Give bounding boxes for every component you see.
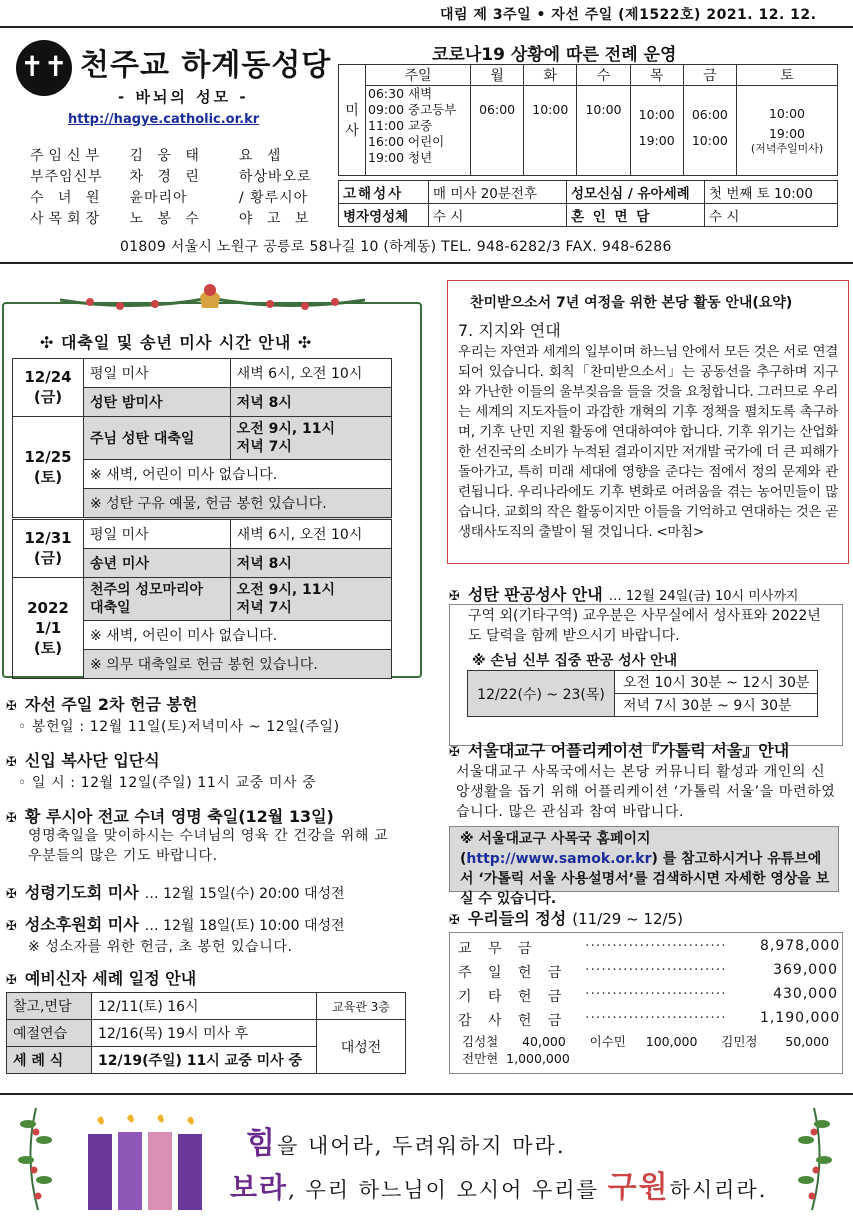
- laudato-si-body: 우리는 자연과 세계의 일부이며 하느님 안에서 모든 것은 서로 연결되어 있습니다. 회칙「찬미받으소서」는 공동선을 추구하며 지구와 가난한 이들의 울부짖음을 들을 것을 요청합니다. 그러므로 우리는 세계의 지도자들이 과감한 개혁의 기후 정책을 펼치도록 촉구하며, 기후 난민 지원 활동에 연대하여야 합니다. 기후 위기는 산업화한 선진국의 소비가 누적된 결과이지만 저개발 국가에 더 큰 피해가 돌아가고, 특히 미래 세대에 영향을 준다는 점에서 정의 문제와 관련됩니다. 우리나라에도 기후 변화로 어려움을 겪는 농어민들이 많습니다. 교회의 작은 활동이지만 이들을 기억하고 연대하는 것은 곧 생태사도직의 출발이 될 것입니다. <마침>: [458, 344, 838, 540]
- sick-value: 수 시: [429, 204, 567, 227]
- staff-name: 차 경 린: [129, 169, 204, 185]
- step-label: 찰고,면담: [7, 993, 92, 1020]
- cross-bullet-icon: ✠: [449, 745, 460, 760]
- marriage-label: 혼 인 면 담: [567, 204, 705, 227]
- christmas-mass-table: [12, 358, 392, 679]
- note-row: ※ 의무 대축일로 헌금 봉헌 있습니다.: [84, 650, 392, 679]
- marriage-value: 수 시: [705, 204, 838, 227]
- guidance-value: 첫 번째 토 10:00: [705, 181, 838, 204]
- staff-role: 주임신부: [30, 148, 105, 164]
- date-cell: 12/25 (토): [13, 417, 84, 519]
- mass-name: 평일 미사: [84, 519, 231, 549]
- step-time: 12/16(목) 19시 미사 후: [92, 1020, 317, 1047]
- notice-text: 구역 외(기타구역) 교우분은 사무실에서 성사표와 2022년도 달력을 함께 받으시기 바랍니다.: [468, 608, 821, 644]
- notice-title: ✠ 신입 복사단 입단식: [6, 751, 160, 770]
- holly-branch-icon: [14, 1104, 58, 1214]
- cross-bullet-icon: ✠: [6, 755, 17, 770]
- cross-bullet-icon: ✠: [6, 699, 17, 714]
- step-time: 12/11(토) 16시: [92, 993, 317, 1020]
- cross-bullet-icon: ✠: [449, 589, 460, 604]
- notice-title: ✠ 자선 주일 2차 헌금 봉헌: [6, 695, 198, 714]
- sacrament-table: [338, 180, 838, 227]
- mass-time: 저녁 8시: [230, 549, 391, 578]
- day-header: 목: [630, 65, 683, 86]
- notice-text: ※ 성소자를 위한 헌금, 초 봉헌 있습니다.: [28, 939, 293, 955]
- staff-name: 김 웅 태: [129, 148, 204, 164]
- staff-name: 노 봉 수: [129, 211, 204, 227]
- date-cell: 12/24 (금): [13, 359, 84, 417]
- wed-times: 10:00: [577, 86, 630, 176]
- notice-title: ✠ 성소후원회 미사 … 12월 18일(토) 10:00 대성전: [6, 915, 345, 934]
- parish-address: 01809 서울시 노원구 공릉로 58나길 10 (하계동) TEL. 948-6282/3 FAX. 948-6286: [120, 239, 672, 255]
- notice-text: 서울대교구 사목국에서는 본당 커뮤니티 활성과 개인의 신앙생활을 돕기 위해 어플리케이션 ‘가톨릭 서울’을 마련하였습니다. 많은 관심과 참여 바랍니다.: [456, 764, 836, 820]
- guest-priest-subtitle: ※ 손님 신부 집중 판공 성사 안내: [472, 653, 678, 669]
- footer-verse-line1: 힘을 내어라, 두려워하지 마라.: [246, 1126, 566, 1161]
- mon-times: 06:00: [471, 86, 524, 176]
- date-cell: 2022 1/1 (토): [13, 578, 84, 679]
- staff-baptismal: / 황루시아: [238, 190, 309, 206]
- cross-bullet-icon: ✠: [449, 913, 460, 928]
- day-header: 토: [737, 65, 838, 86]
- offering-amount: 1,190,000: [760, 1010, 841, 1026]
- notice-text: ◦ 일 시 : 12월 12일(주일) 11시 교중 미사 중: [18, 775, 317, 791]
- offering-label: 주 일 헌 금: [458, 965, 568, 981]
- app-note-box: ※ 서울대교구 사목국 홈페이지(http://www.samok.or.kr) 를 참고하시거나 유튜브에서 ‘가톨릭 서울 사용설명서’를 검색하시면 자세한 영상을 보실 수 있습니다.: [449, 826, 839, 892]
- offering-label: 교 무 금: [458, 941, 538, 957]
- mass-schedule-table: [338, 64, 838, 176]
- donor-list: 김성철 40,000 이수민 100,000 김민정 50,000: [462, 1034, 830, 1049]
- note-row: ※ 성탄 구유 예물, 헌금 봉헌 있습니다.: [84, 489, 392, 519]
- notice-title: ✠ 성탄 판공성사 안내 … 12월 24일(금) 10시 미사까지: [449, 585, 799, 604]
- divider: [0, 26, 853, 28]
- offering-amount: 430,000: [773, 986, 838, 1002]
- advent-candles-icon: [80, 1112, 210, 1212]
- mass-side-label: 미사: [339, 65, 366, 176]
- cross-bullet-icon: ✠: [6, 973, 17, 988]
- mass-name: 송년 미사: [84, 549, 231, 578]
- step-label: 세 례 식: [7, 1047, 92, 1074]
- divider: [0, 1093, 853, 1095]
- notice-text: ◦ 봉헌일 : 12월 11일(토)저녁미사 ~ 12일(주일): [18, 719, 340, 735]
- thu-times: 10:00 19:00: [630, 86, 683, 176]
- day-header: 주일: [366, 65, 471, 86]
- staff-name: 윤마리아: [129, 190, 188, 206]
- staff-baptismal: 야 고 보: [238, 211, 314, 227]
- step-place: 대성전: [317, 1020, 406, 1074]
- step-time: 12/19(주일) 11시 교중 미사 중: [92, 1047, 317, 1074]
- mass-time: 새벽 6시, 오전 10시: [230, 359, 391, 388]
- offering-amount: 369,000: [773, 962, 838, 978]
- sat-times: 10:00 19:00 (저녁주일미사): [737, 86, 838, 176]
- notice-title: ✠ 성령기도회 미사 … 12월 15일(수) 20:00 대성전: [6, 883, 345, 902]
- cross-bullet-icon: ✠: [6, 919, 17, 934]
- laudato-si-title: 찬미받으소서 7년 여정을 위한 본당 활동 안내(요약): [470, 295, 793, 311]
- leader-dots: ··························: [585, 938, 727, 954]
- samok-url-link[interactable]: http://www.samok.or.kr: [466, 851, 652, 867]
- mass-time: 저녁 8시: [230, 388, 391, 417]
- leader-dots: ··························: [585, 962, 727, 978]
- guest-date: 12/22(수) ~ 23(목): [468, 671, 615, 717]
- staff-role: 사목회장: [30, 211, 105, 227]
- sick-label: 병자영성체: [339, 204, 429, 227]
- date-cell: 12/31 (금): [13, 519, 84, 578]
- staff-role: 부주임신부: [30, 169, 103, 185]
- catechumen-schedule-table: [6, 992, 406, 1074]
- notice-title: ✠ 우리들의 정성 (11/29 ~ 12/5): [449, 909, 683, 928]
- fri-times: 06:00 10:00: [683, 86, 736, 176]
- divider: [0, 262, 853, 264]
- mass-time: 오전 9시, 11시 저녁 7시: [230, 578, 391, 621]
- offering-amount: 8,978,000: [760, 938, 841, 954]
- mass-time: 오전 9시, 11시 저녁 7시: [230, 417, 391, 460]
- parish-logo-icon: ✝✝: [16, 40, 72, 96]
- cross-bullet-icon: ✠: [6, 887, 17, 902]
- staff-row: [30, 208, 349, 228]
- offering-label: 기 타 헌 금: [458, 989, 568, 1005]
- christmas-box-title: ✣ 대축일 및 송년 미사 시간 안내 ✣: [40, 333, 313, 352]
- offering-label: 감 사 헌 금: [458, 1013, 568, 1029]
- mass-schedule-title: 코로나19 상황에 따른 전례 운영: [432, 45, 677, 65]
- footer-verse-line2: 보라, 우리 하느님이 오시어 우리를 구원하시리라.: [230, 1170, 768, 1205]
- note-row: ※ 새벽, 어린이 미사 없습니다.: [84, 460, 392, 489]
- leader-dots: ··························: [585, 986, 727, 1002]
- laudato-si-subtitle: 7. 지지와 연대: [458, 321, 561, 340]
- mass-name: 평일 미사: [84, 359, 231, 388]
- notice-title: ✠ 서울대교구 어플리케이션『가톨릭 서울』안내: [449, 741, 790, 760]
- guest-pm: 저녁 7시 30분 ~ 9시 30분: [615, 694, 818, 717]
- issue-info: 대림 제 3주일 • 자선 주일 (제1522호) 2021. 12. 12.: [440, 7, 817, 23]
- notice-text: 영명축일을 맞이하시는 수녀님의 영육 간 건강을 위해 교우분들의 많은 기도 바랍니다.: [28, 828, 389, 864]
- staff-row: [30, 145, 349, 165]
- cross-bullet-icon: ✠: [6, 811, 17, 826]
- staff-baptismal: 요 셉: [238, 148, 286, 164]
- day-header: 화: [524, 65, 577, 86]
- donor-list: 전만현 1,000,000: [462, 1051, 570, 1066]
- step-label: 예절연습: [7, 1020, 92, 1047]
- parish-url-link[interactable]: http://hagye.catholic.or.kr: [68, 112, 260, 127]
- tue-times: 10:00: [524, 86, 577, 176]
- mass-name: 천주의 성모마리아 대축일: [84, 578, 231, 621]
- mass-time: 새벽 6시, 오전 10시: [230, 519, 391, 549]
- staff-baptismal: 하상바오로: [238, 169, 312, 185]
- staff-row: [30, 187, 349, 207]
- mass-name: 성탄 밤미사: [84, 388, 231, 417]
- guest-confession-table: [467, 670, 818, 717]
- sunday-times: 06:30 새벽 09:00 중고등부 11:00 교중 16:00 어린이 19:00 청년: [366, 86, 471, 176]
- confession-label: 고해성사: [339, 181, 429, 204]
- step-place: 교육관 3층: [317, 993, 406, 1020]
- parish-motto: - 바뇌의 성모 -: [118, 88, 249, 106]
- note-row: ※ 새벽, 어린이 미사 없습니다.: [84, 621, 392, 650]
- christmas-garland-icon: [60, 278, 365, 318]
- staff-role: 수 녀 원: [30, 190, 105, 206]
- notice-title: ✠ 황 루시아 전교 수녀 영명 축일(12월 13일): [6, 807, 334, 826]
- mass-name: 주님 성탄 대축일: [84, 417, 231, 460]
- day-header: 월: [471, 65, 524, 86]
- parish-name: 천주교 하계동성당: [80, 48, 332, 83]
- leader-dots: ··························: [585, 1010, 727, 1026]
- day-header: 금: [683, 65, 736, 86]
- guest-am: 오전 10시 30분 ~ 12시 30분: [615, 671, 818, 694]
- holly-branch-icon: [792, 1104, 836, 1214]
- day-header: 수: [577, 65, 630, 86]
- notice-title: ✠ 예비신자 세례 일정 안내: [6, 969, 197, 988]
- confession-value: 매 미사 20분전후: [429, 181, 567, 204]
- staff-row: [30, 166, 349, 186]
- guidance-label: 성모신심 / 유아세례: [567, 181, 705, 204]
